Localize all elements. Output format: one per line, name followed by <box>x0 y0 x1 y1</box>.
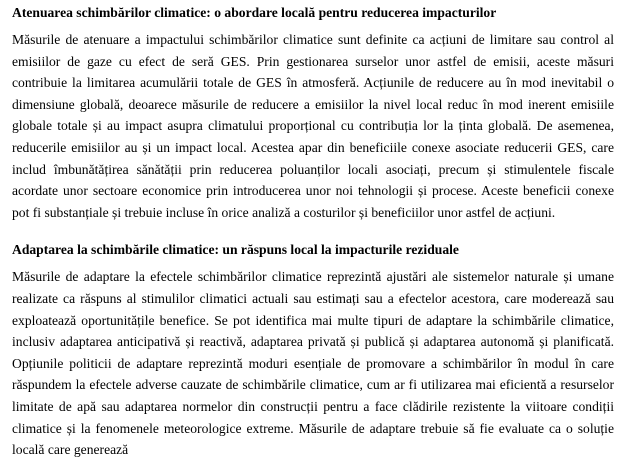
section-paragraph: Măsurile de adaptare la efectele schimbărilor climatice reprezintă ajustări ale sistemelor naturale și umane realizate ca răspuns al stimulilor climatici actuali sau estimați sau a efectelor acestora, care moderează sau exploatează oportunitățile benefice. Se pot identifica mai multe tipuri de adaptare la schimbările climatice, inclusiv adaptarea anticipativă și reactivă, adaptarea privată și publică și adaptarea autonomă și planificată. Opțiunile politicii de adaptare reprezintă moduri esențiale de promovare a schimbărilor în modul în care răspundem la efectele adverse cauzate de schimbările climatice, cum ar fi utilizarea mai eficientă a resurselor limitate de apă sau adaptarea normelor din construcții pentru a face clădirile rezistente la viitoare condiții climatice și la fenomenele meteorologice extreme. Măsurile de adaptare trebuie să fie evaluate ca o soluție locală care generează <box>12 269 614 458</box>
section-heading: Atenuarea schimbărilor climatice: o abordare locală pentru reducerea impacturilor <box>12 5 497 20</box>
section-mitigation <box>12 4 614 223</box>
section-heading: Adaptarea la schimbările climatice: un răspuns local la impacturile reziduale <box>12 242 459 258</box>
section-paragraph: Măsurile de atenuare a impactului schimbărilor climatice sunt definite ca acțiuni de limitare sau control al emisiilor de gaze cu efect de seră GES. Prin gestionarea surselor unor astfel de emisii, aceste măsuri contribuie la limitarea acumulării totale de GES în atmosferă. Acțiunile de reducere au în mod inevitabil o dimensiune globală, deoarece măsurile de reducere a emisiilor la nivel local reduc în mod inerent emisiile globale totale și au impact asupra climatului proporțional cu contribuția lor la ținta globală. De asemenea, reducerile emisiilor au și un impact local. Acestea apar din beneficiile conexe asociate reducerii GES, care includ îmbunătățirea sănătății prin reducerea poluanților locali asociați, precum și stimulentele fiscale acordate unor sectoare economice prin introducerea unor noi tehnologii și procese. Aceste beneficii conexe pot fi substanțiale și trebuie incluse în orice analiză a costurilor și beneficiilor unor astfel de acțiuni. <box>12 32 614 220</box>
section-adaptation <box>12 241 614 460</box>
document-page <box>12 4 614 461</box>
